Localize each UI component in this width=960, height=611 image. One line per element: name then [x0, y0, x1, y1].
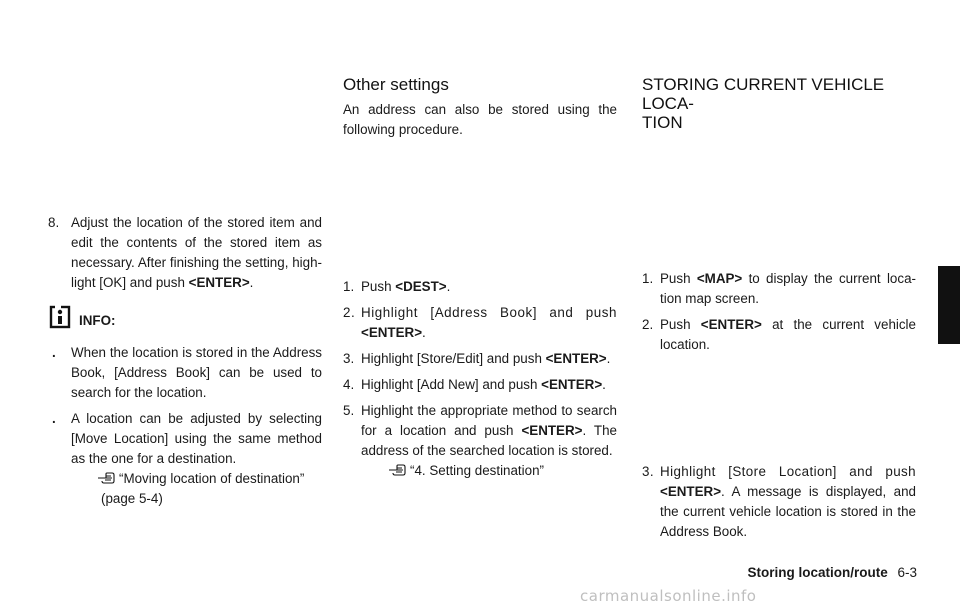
map-key: <MAP>	[696, 271, 743, 286]
step-4: 4. Highlight [Add New] and push <ENTER>.	[343, 377, 606, 392]
pointing-hand-icon	[388, 464, 406, 476]
enter-key: <ENTER>	[545, 351, 607, 366]
column-middle	[343, 75, 617, 481]
column-right	[642, 75, 916, 542]
enter-key: <ENTER>	[700, 317, 762, 332]
info-bullet-2: . A location can be adjusted by selecting [Move Location] using the same method as the one for a destination.	[52, 411, 322, 466]
cross-reference	[48, 469, 322, 509]
footer-section: Storing location/route	[747, 565, 888, 580]
steps-list	[343, 277, 617, 481]
ref-page: (page 5-4)	[101, 491, 163, 506]
enter-key: <ENTER>	[361, 325, 423, 340]
step-8: 8. Adjust the location of the stored item and edit the contents of the stored item as necessary. After finishing the setting, high-light [OK] and push <ENTER>.	[48, 215, 322, 290]
pointing-hand-icon	[97, 472, 115, 484]
info-icon	[49, 303, 71, 329]
bullet-mark: .	[52, 411, 56, 426]
enter-key: <ENTER>	[188, 275, 250, 290]
step-1: 1. Push <MAP> to display the current loca-tion map screen.	[642, 271, 916, 306]
info-bullet-1: . When the location is stored in the Address Book, [Address Book] can be used to search for the location.	[52, 345, 322, 400]
steps-list	[642, 269, 916, 542]
step-2: 2. Highlight [Address Book] and push <ENTER>.	[343, 305, 617, 340]
intro-text: An address can also be stored using the following procedure.	[343, 102, 617, 137]
step-1: 1. Push <DEST>.	[343, 279, 451, 294]
step-5: 5. Highlight the appropriate method to search for a location and push <ENTER>. The address of the searched location is stored.	[343, 403, 617, 458]
step-3: 3. Highlight [Store Location] and push <ENTER>. A message is displayed, and the current vehicle location is stored in the Address Book.	[642, 464, 916, 539]
footer-page-number: 6-3	[897, 565, 917, 580]
section-heading: STORING CURRENT VEHICLE LOCA- TION	[642, 75, 885, 132]
page-footer	[747, 563, 917, 583]
ref-title: “4. Setting destination”	[410, 463, 544, 478]
enter-key: <ENTER>	[541, 377, 603, 392]
enter-key: <ENTER>	[521, 423, 583, 438]
info-block	[48, 303, 322, 333]
dest-key: <DEST>	[395, 279, 447, 294]
ref-title: “Moving location of destination”	[119, 471, 305, 486]
column-left	[48, 213, 322, 509]
step-2: 2. Push <ENTER> at the current vehicle location.	[642, 317, 916, 352]
step-number: 8.	[48, 215, 60, 230]
watermark: carmanualsonline.info	[580, 587, 757, 605]
enter-key: <ENTER>	[660, 484, 722, 499]
section-heading: Other settings	[343, 75, 449, 94]
step-3: 3. Highlight [Store/Edit] and push <ENTER>.	[343, 351, 611, 366]
bullet-mark: .	[52, 345, 56, 360]
info-label: INFO:	[79, 313, 116, 328]
cross-reference	[343, 461, 617, 481]
chapter-tab	[938, 266, 960, 344]
